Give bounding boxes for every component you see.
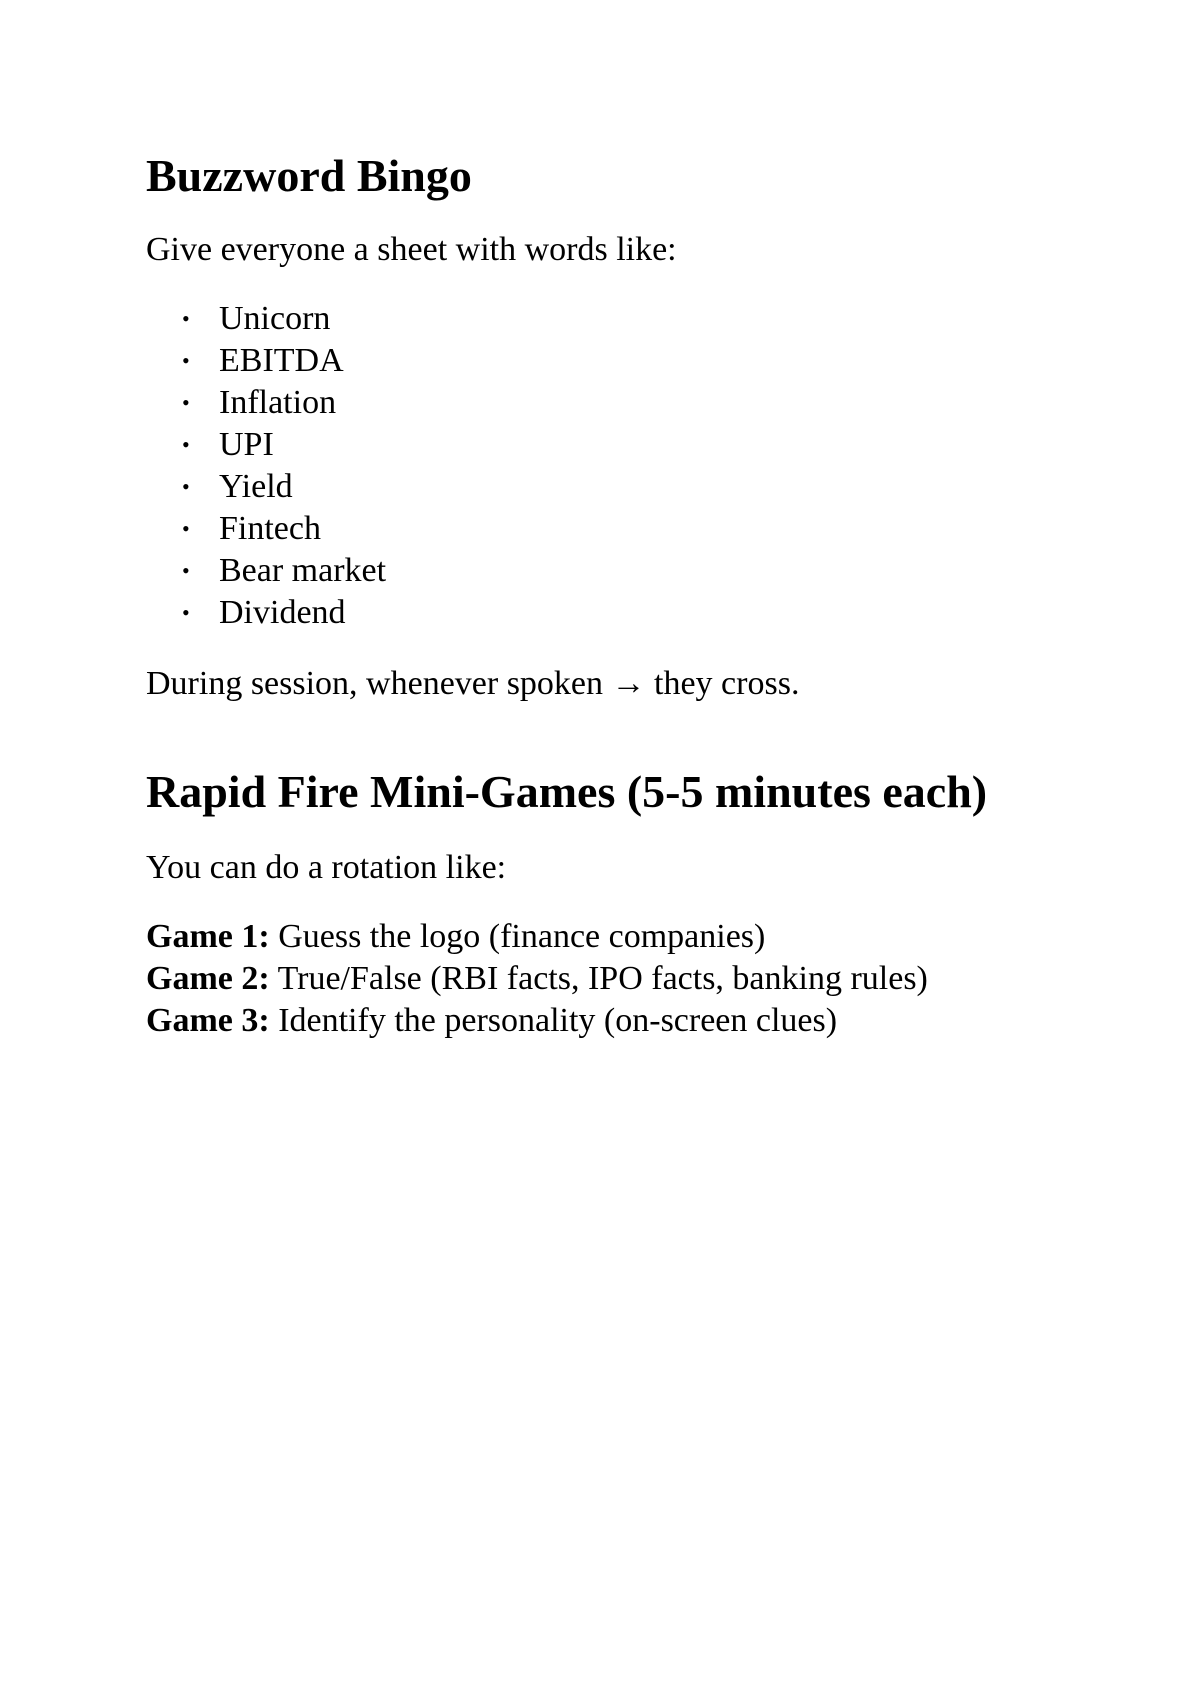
game-line-3: [146, 1000, 928, 1042]
list-item: [146, 298, 386, 340]
game-description: Guess the logo (finance companies): [269, 918, 766, 955]
bullet-icon: •: [182, 348, 190, 373]
buzzword-text: Bear market: [219, 552, 387, 589]
bullet-icon: •: [182, 390, 190, 415]
bingo-closing-text: During session, whenever spoken → they cross.: [146, 665, 800, 702]
buzzword-text: Unicorn: [219, 300, 331, 337]
list-item: [146, 340, 386, 382]
bullet-icon: •: [182, 558, 190, 583]
list-item: [146, 550, 386, 592]
buzzword-text: Yield: [219, 468, 293, 505]
buzzword-text: EBITDA: [219, 342, 344, 379]
game-list: [146, 916, 928, 1042]
game-line-1: [146, 916, 928, 958]
bullet-icon: •: [182, 474, 190, 499]
list-item: [146, 466, 386, 508]
bullet-icon: •: [182, 432, 190, 457]
list-item: [146, 508, 386, 550]
section-heading-buzzword-bingo: Buzzword Bingo: [146, 150, 472, 201]
buzzword-text: Inflation: [219, 384, 337, 421]
buzzword-text: UPI: [219, 426, 274, 463]
rapid-fire-intro-text: You can do a rotation like:: [146, 849, 507, 886]
game-label: Game 1:: [146, 918, 270, 955]
game-label: Game 2:: [146, 960, 270, 997]
bingo-intro-text: Give everyone a sheet with words like:: [146, 231, 677, 268]
bullet-icon: •: [182, 306, 190, 331]
buzzword-text: Fintech: [219, 510, 321, 547]
buzzword-text: Dividend: [219, 594, 346, 631]
buzzword-list: [146, 298, 386, 634]
list-item: [146, 424, 386, 466]
bullet-icon: •: [182, 600, 190, 625]
list-item: [146, 592, 386, 634]
bullet-icon: •: [182, 516, 190, 541]
section-heading-rapid-fire: Rapid Fire Mini-Games (5-5 minutes each): [146, 766, 988, 817]
game-description: Identify the personality (on-screen clues): [269, 1002, 838, 1039]
game-description: True/False (RBI facts, IPO facts, banking rules): [269, 960, 928, 997]
game-line-2: [146, 958, 928, 1000]
list-item: [146, 382, 386, 424]
game-label: Game 3:: [146, 1002, 270, 1039]
